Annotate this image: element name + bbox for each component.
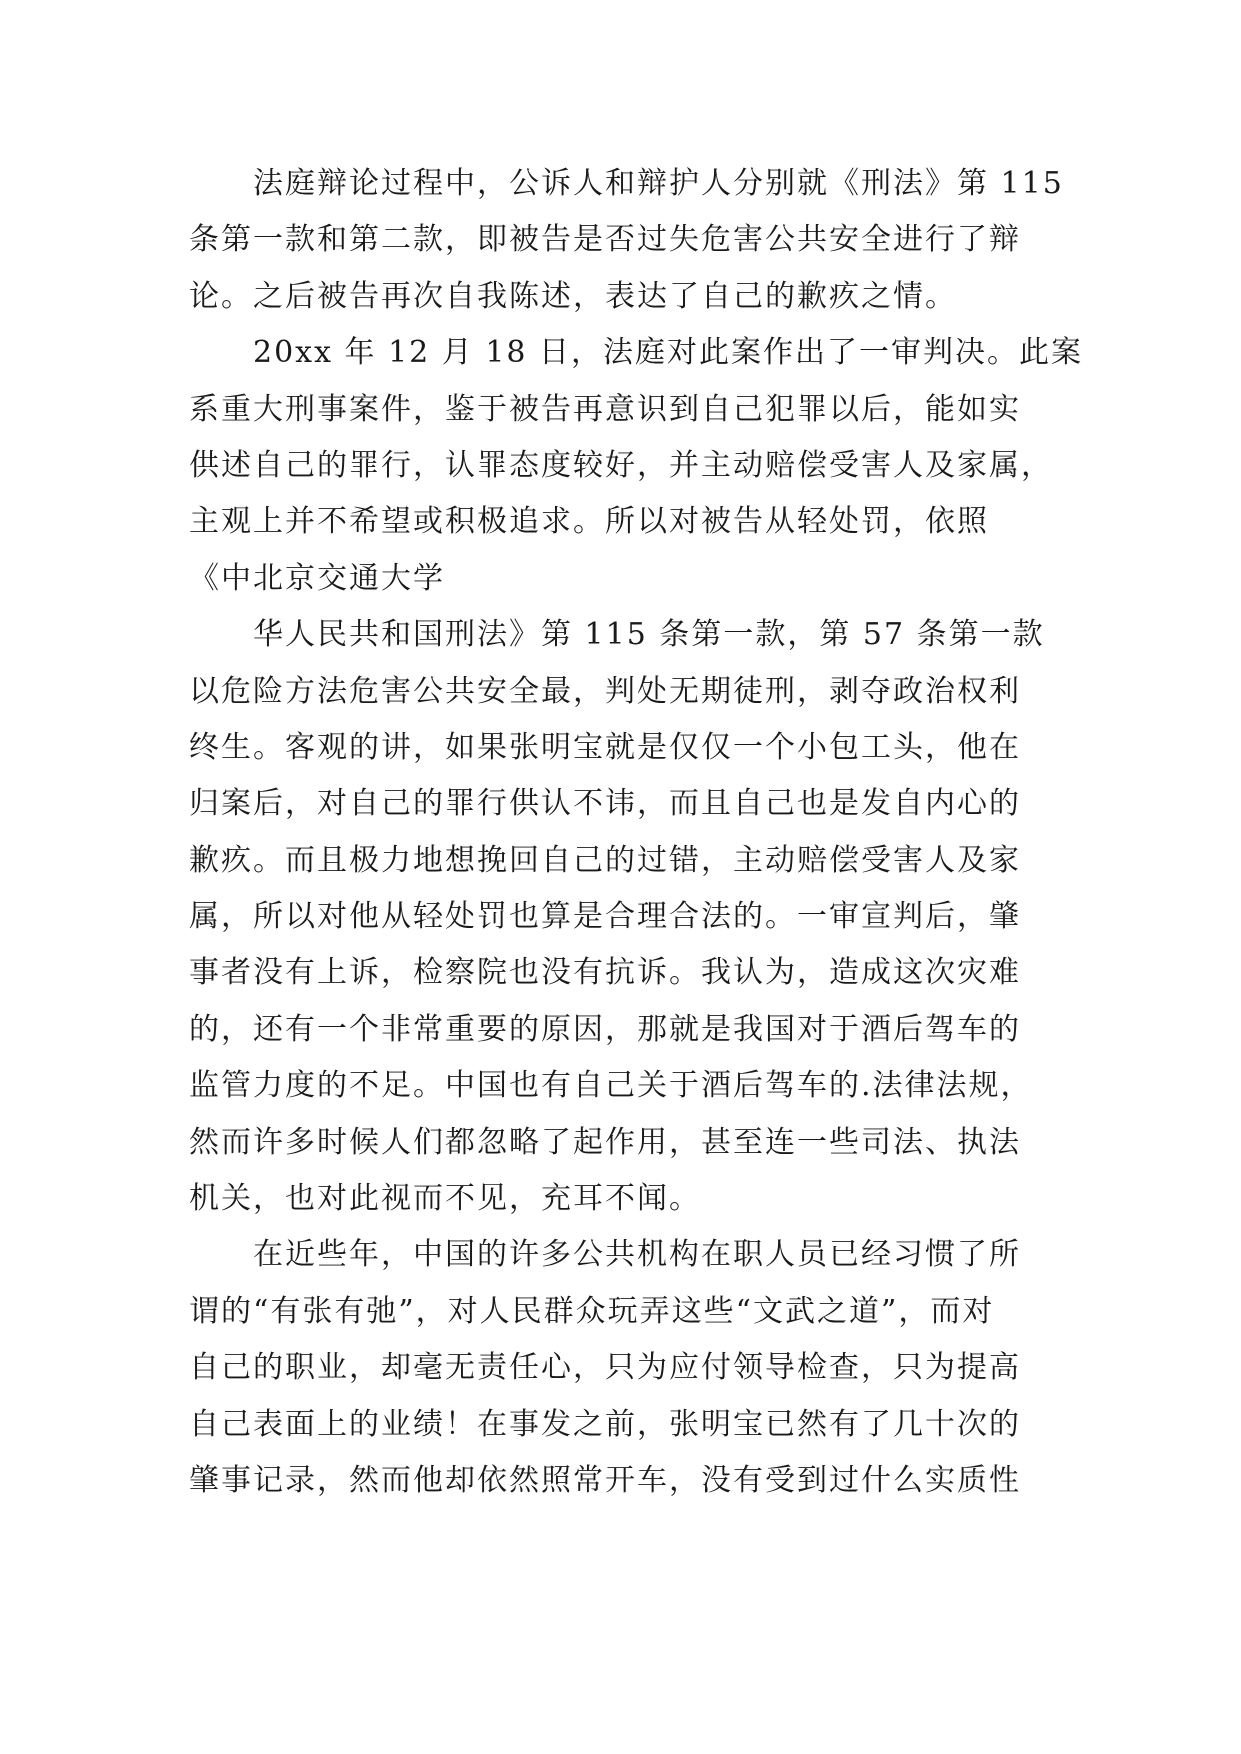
text-line: 谓的“有张有弛”，对人民群众玩弄这些“文武之道”，而对 [189, 1293, 995, 1329]
text-line: 监管力度的不足。中国也有自己关于酒后驾车的.法律法规， [189, 1068, 1033, 1104]
text-line: 终生。客观的讲，如果张明宝就是仅仅一个小包工头，他在 [189, 729, 1021, 765]
document-body [189, 156, 1084, 1509]
text-line: 肇事记录，然而他却依然照常开车，没有受到过什么实质性 [189, 1462, 1021, 1498]
text-line: 论。之后被告再次自我陈述，表达了自己的歉疚之情。 [189, 278, 957, 314]
text-line: 的，还有一个非常重要的原因，那就是我国对于酒后驾车的 [189, 1011, 1021, 1047]
text-line: 然而许多时候人们都忽略了起作用，甚至连一些司法、执法 [189, 1124, 1021, 1160]
text-line: 歉疚。而且极力地想挽回自己的过错，主动赔偿受害人及家 [189, 842, 1021, 878]
paragraph-4 [189, 1227, 1061, 1509]
paragraph-2 [189, 325, 1084, 607]
text-line: 供述自己的罪行，认罪态度较好，并主动赔偿受害人及家属， [189, 447, 1053, 483]
paragraph-3 [189, 607, 1061, 1227]
text-line: 属，所以对他从轻处罚也算是合理合法的。一审宣判后，肇 [189, 899, 1021, 935]
text-line: 《中北京交通大学 [189, 560, 445, 596]
text-line: 以危险方法危害公共安全最，判处无期徒刑，剥夺政治权利 [189, 673, 1021, 709]
text-line: 条第一款和第二款，即被告是否过失危害公共安全进行了辩 [189, 222, 1021, 258]
text-line: 20xx 年 12 月 18 日，法庭对此案作出了一审判决。此案 [253, 335, 1084, 371]
text-line: 事者没有上诉，检察院也没有抗诉。我认为，造成这次灾难 [189, 955, 1021, 991]
text-line: 机关，也对此视而不见，充耳不闻。 [189, 1181, 701, 1217]
text-line: 归案后，对自己的罪行供认不讳，而且自己也是发自内心的 [189, 786, 1021, 822]
text-line: 华人民共和国刑法》第 115 条第一款，第 57 条第一款 [253, 617, 1045, 653]
text-line: 法庭辩论过程中，公诉人和辩护人分别就《刑法》第 115 [253, 166, 1064, 201]
paragraph-1 [189, 156, 1064, 325]
text-line: 自己表面上的业绩！在事发之前，张明宝已然有了几十次的 [189, 1406, 1021, 1442]
text-line: 系重大刑事案件，鉴于被告再意识到自己犯罪以后，能如实 [189, 391, 1021, 427]
text-line: 主观上并不希望或积极追求。所以对被告从轻处罚，依照 [189, 504, 989, 540]
text-line: 在近些年，中国的许多公共机构在职人员已经习惯了所 [253, 1237, 1021, 1273]
text-line: 自己的职业，却毫无责任心，只为应付领导检查，只为提高 [189, 1350, 1021, 1386]
